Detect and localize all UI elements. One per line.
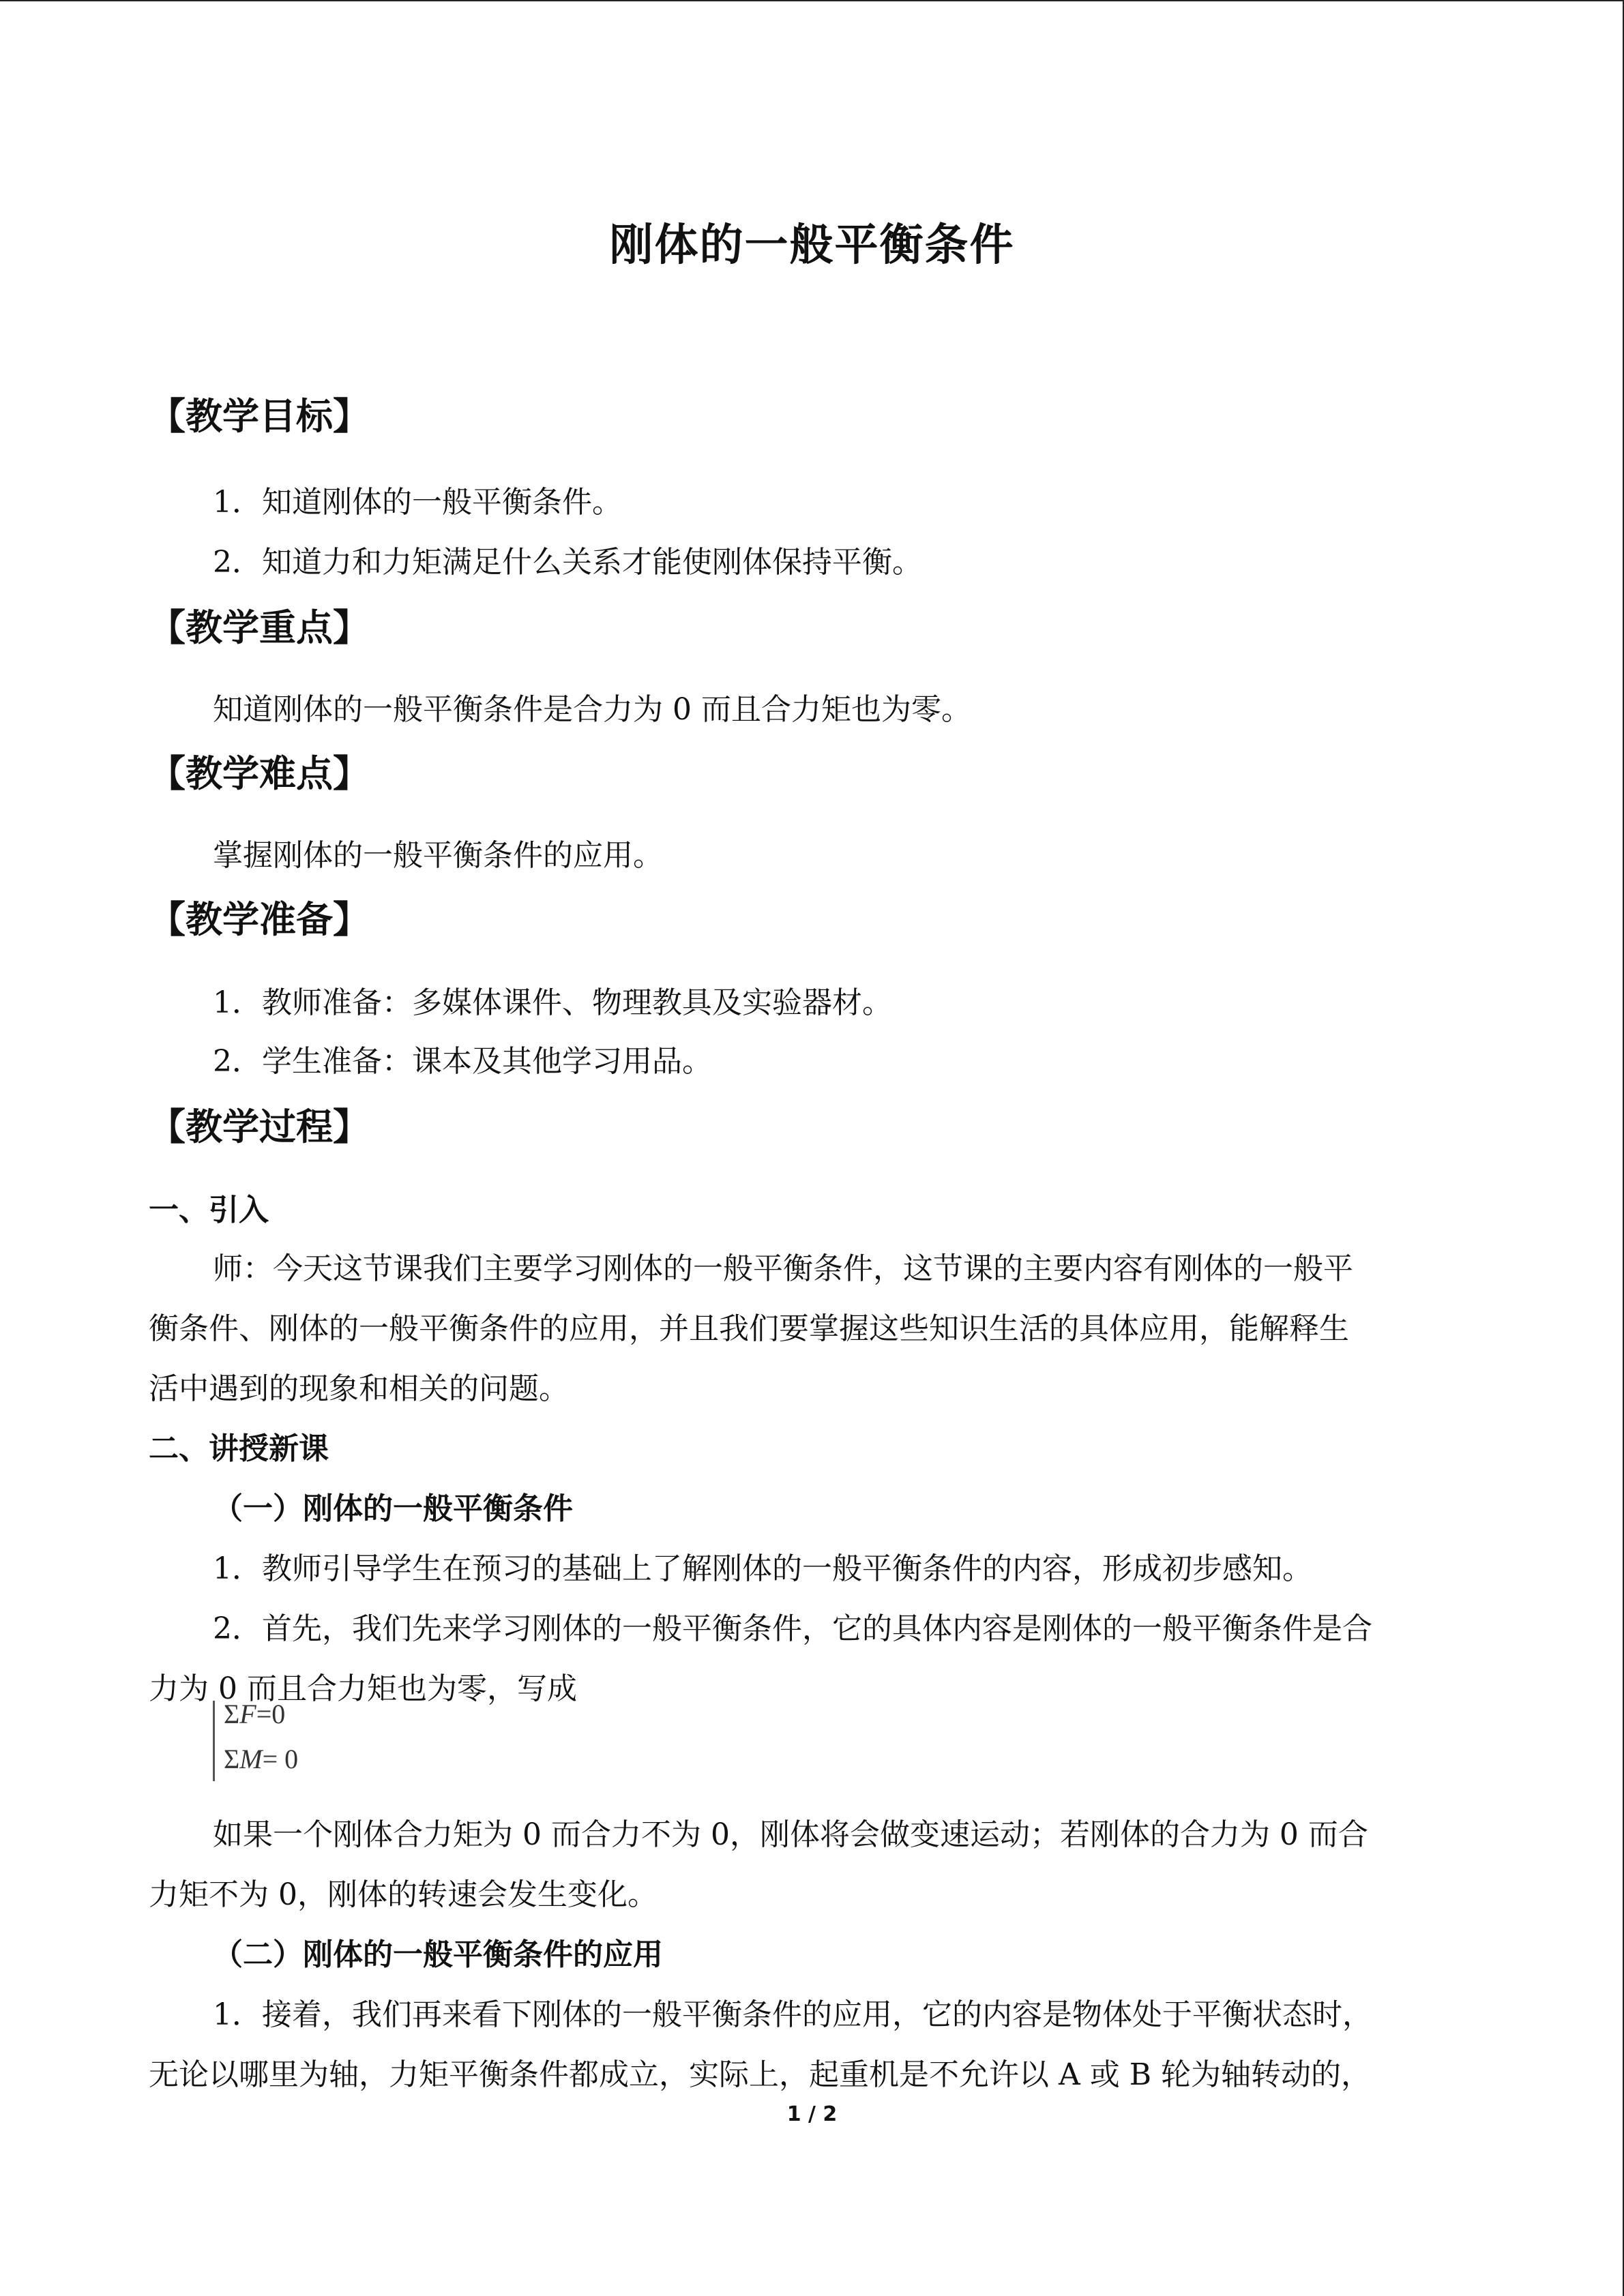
subsection-1-item-2-cont: 力为 0 而且合力矩也为零，写成	[149, 1671, 577, 1706]
subsection-heading-1: （一）刚体的一般平衡条件	[213, 1491, 573, 1526]
intro-line: 师：今天这节课我们主要学习刚体的一般平衡条件，这节课的主要内容有刚体的一般平	[213, 1251, 1353, 1286]
equilibrium-formula	[213, 1697, 342, 1787]
subsection-2-item-1-cont: 无论以哪里为轴，力矩平衡条件都成立，实际上，起重机是不允许以 A 或 B 轮为轴转动的，	[149, 2057, 1372, 2092]
subsection-1-note: 如果一个刚体合力矩为 0 而合力不为 0，刚体将会做变速运动；若刚体的合力为 0 而合	[213, 1817, 1368, 1852]
preparation-item: 1．教师准备：多媒体课件、物理教具及实验器材。	[213, 985, 892, 1020]
subsection-1-item-2: 2．首先，我们先来学习刚体的一般平衡条件，它的具体内容是刚体的一般平衡条件是合	[213, 1611, 1372, 1646]
new-lesson-heading: 二、讲授新课	[149, 1431, 329, 1466]
page-number: 1 / 2	[786, 2102, 838, 2126]
intro-line: 衡条件、刚体的一般平衡条件的应用，并且我们要掌握这些知识生活的具体应用，能解释生	[149, 1311, 1349, 1346]
section-heading-key-points: 【教学重点】	[149, 606, 370, 649]
subsection-2-item-1: 1．接着，我们再来看下刚体的一般平衡条件的应用，它的内容是物体处于平衡状态时，	[213, 1997, 1372, 2032]
formula-brace	[213, 1701, 222, 1781]
subsection-heading-2: （二）刚体的一般平衡条件的应用	[213, 1937, 663, 1972]
goal-item: 2．知道力和力矩满足什么关系才能使刚体保持平衡。	[213, 545, 922, 580]
preparation-item: 2．学生准备：课本及其他学习用品。	[213, 1044, 712, 1079]
section-heading-preparation: 【教学准备】	[149, 898, 370, 941]
subsection-1-item-1: 1．教师引导学生在预习的基础上了解刚体的一般平衡条件的内容，形成初步感知。	[213, 1551, 1312, 1586]
subsection-1-note-cont: 力矩不为 0，刚体的转速会发生变化。	[149, 1877, 658, 1912]
difficulties-text: 掌握刚体的一般平衡条件的应用。	[213, 838, 663, 873]
formula-line-force: ΣF=0	[224, 1699, 286, 1729]
section-heading-goals: 【教学目标】	[149, 395, 370, 438]
document-title: 刚体的一般平衡条件	[609, 220, 1015, 271]
section-heading-process: 【教学过程】	[149, 1105, 370, 1148]
goal-item: 1．知道刚体的一般平衡条件。	[213, 485, 622, 520]
key-points-text: 知道刚体的一般平衡条件是合力为 0 而且合力矩也为零。	[213, 692, 971, 727]
formula-line-moment: ΣM= 0	[224, 1744, 299, 1774]
intro-heading: 一、引入	[149, 1193, 269, 1227]
intro-line: 活中遇到的现象和相关的问题。	[149, 1371, 569, 1406]
section-heading-difficulties: 【教学难点】	[149, 752, 370, 795]
